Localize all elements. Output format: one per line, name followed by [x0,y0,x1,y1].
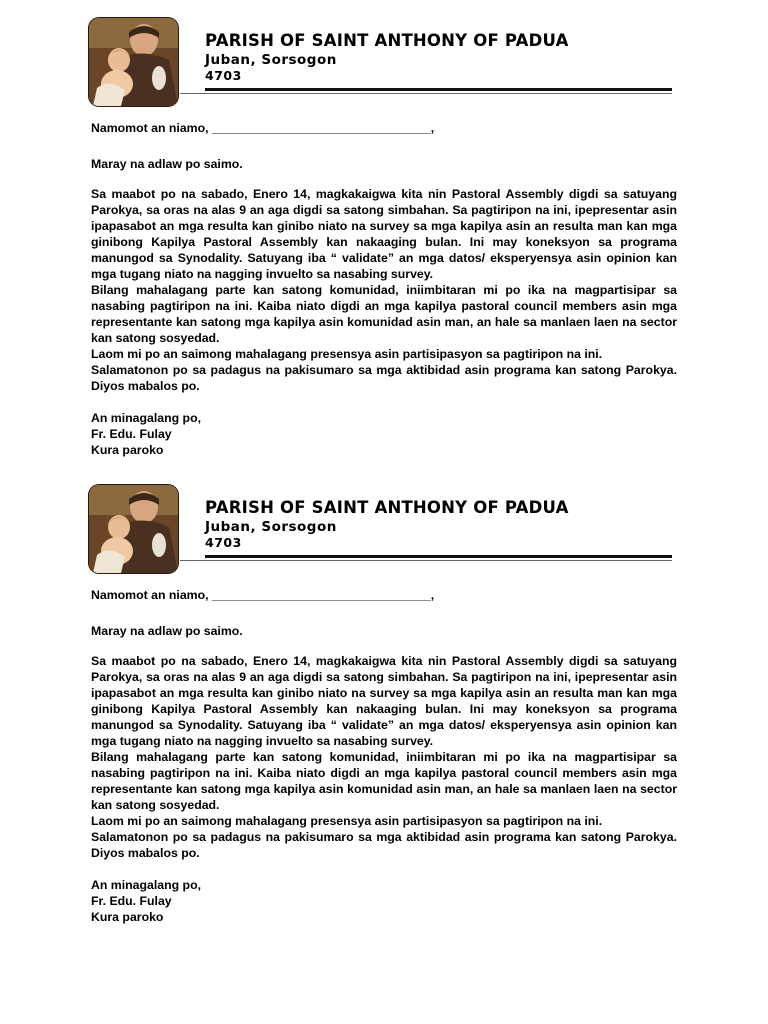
paragraph: Sa maabot po na sabado, Enero 14, magkakaigwa kita nin Pastoral Assembly digdi sa satuyang Parokya, sa oras na alas 9 an aga digdi sa satong simbahan. Sa pagtiripon na ini, ipepresentar asin ipapasabot an mga resulta kan ginibo niato na survey sa mga kapilya asin an resulta man kan mga ginibong Kapilya Pastoral Assembly kan nakaaging bulan. Ini may koneksyon sa programa manungod sa Synodality. Satuyang iba “ validate” an mga datos/ eksperyensya asin opinion kan mga tugang niato na nagging invuelto sa nasabing survey. [91,187,677,281]
letterhead [0,16,768,108]
signatory-name: Fr. Edu. Fulay [91,427,172,441]
parish-town: Juban, Sorsogon [205,519,337,535]
header-rule [205,555,672,558]
letterhead [0,483,768,575]
header-underline [180,560,672,561]
signature-block [91,410,677,458]
signatory-title: Kura paroko [91,443,164,457]
parish-zip: 4703 [205,68,242,83]
parish-town: Juban, Sorsogon [205,52,337,68]
paragraph: Salamatonon po sa padagus na pakisumaro sa mga aktibidad asin programa kan satong Parokya. Diyos mabalos po. [91,830,677,860]
signatory-title: Kura paroko [91,910,164,924]
header-rule [205,88,672,91]
closing: An minagalang po, [91,411,201,425]
paragraph: Sa maabot po na sabado, Enero 14, magkakaigwa kita nin Pastoral Assembly digdi sa satuyang Parokya, sa oras na alas 9 an aga digdi sa satong simbahan. Sa pagtiripon na ini, ipepresentar asin ipapasabot an mga resulta kan ginibo niato na survey sa mga kapilya asin an resulta man kan mga ginibong Kapilya Pastoral Assembly kan nakaaging bulan. Ini may koneksyon sa programa manungod sa Synodality. Satuyang iba “ validate” an mga datos/ eksperyensya asin opinion kan mga tugang niato na nagging invuelto sa nasabing survey. [91,654,677,748]
greeting-line: Namomot an niamo, ________________________________, [91,121,435,135]
paragraph: Laom mi po an saimong mahalagang presensya asin partisipasyon sa pagtiripon na ini. [91,347,603,361]
parish-zip: 4703 [205,535,242,550]
letter-copy-1 [0,16,768,457]
signature-block [91,877,677,925]
signatory-name: Fr. Edu. Fulay [91,894,172,908]
letter-body [91,653,677,861]
closing: An minagalang po, [91,878,201,892]
greeting-line: Namomot an niamo, ________________________________, [91,588,435,602]
salutation: Maray na adlaw po saimo. [91,157,243,171]
saint-anthony-image [89,485,178,573]
letter-body [91,186,677,394]
paragraph: Laom mi po an saimong mahalagang presensya asin partisipasyon sa pagtiripon na ini. [91,814,603,828]
paragraph: Bilang mahalagang parte kan satong komunidad, iniimbitaran mi po ika na magpartisipar sa nasabing pagtiripon na ini. Kaiba niato digdi an mga kapilya pastoral council members asin mga representante kan satong mga kapilya asin komunidad asin man, an hale sa manlaen laen na sector kan satong sosyedad. [91,283,677,345]
paragraph: Salamatonon po sa padagus na pakisumaro sa mga aktibidad asin programa kan satong Parokya. Diyos mabalos po. [91,363,677,393]
letter-copy-2 [0,483,768,924]
parish-name: PARISH OF SAINT ANTHONY OF PADUA [205,498,569,517]
header-underline [180,93,672,94]
saint-anthony-image [89,18,178,106]
paragraph: Bilang mahalagang parte kan satong komunidad, iniimbitaran mi po ika na magpartisipar sa nasabing pagtiripon na ini. Kaiba niato digdi an mga kapilya pastoral council members asin mga representante kan satong mga kapilya asin komunidad asin man, an hale sa manlaen laen na sector kan satong sosyedad. [91,750,677,812]
salutation: Maray na adlaw po saimo. [91,624,243,638]
parish-name: PARISH OF SAINT ANTHONY OF PADUA [205,31,569,50]
